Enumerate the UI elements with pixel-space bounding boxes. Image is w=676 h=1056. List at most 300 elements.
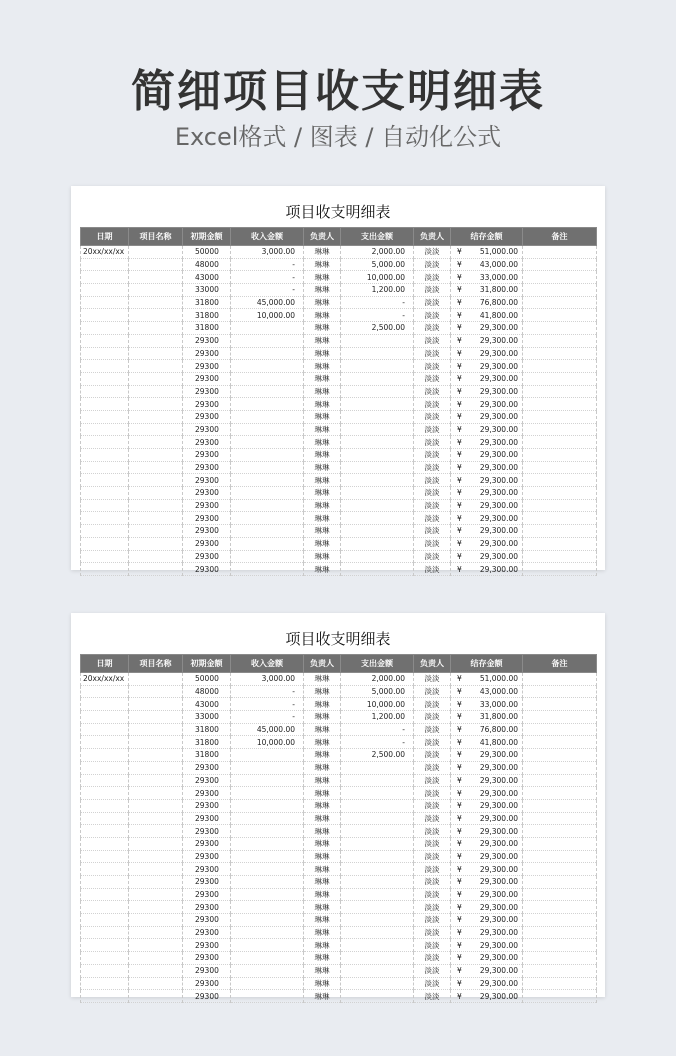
- balance-value: 29,300.00: [479, 374, 518, 384]
- expense-owner-cell: 淡淡: [414, 787, 451, 800]
- balance-cell: [451, 385, 523, 398]
- table-row: [81, 423, 597, 436]
- date-cell: [81, 812, 129, 825]
- table-row: [81, 512, 597, 525]
- income-amount-cell: [231, 347, 304, 360]
- currency-symbol: ¥: [457, 247, 462, 257]
- spreadsheet-preview-top: [71, 186, 605, 574]
- table-row: [81, 698, 597, 711]
- currency-symbol: ¥: [457, 763, 462, 773]
- project-cell: [129, 673, 183, 686]
- table-row: [81, 525, 597, 538]
- table-row: [81, 685, 597, 698]
- opening-amount-cell: 29300: [183, 850, 231, 863]
- date-cell: [81, 761, 129, 774]
- page-subtitle: Excel格式 / 图表 / 自动化公式: [174, 123, 502, 151]
- currency-symbol: ¥: [457, 699, 462, 709]
- note-cell: [523, 876, 597, 889]
- income-owner-cell: 琳琳: [304, 914, 341, 927]
- income-owner-cell: 琳琳: [304, 461, 341, 474]
- balance-value: 29,300.00: [479, 864, 518, 874]
- income-amount-cell: [231, 436, 304, 449]
- expense-owner-cell: 淡淡: [414, 474, 451, 487]
- opening-amount-cell: 50000: [183, 246, 231, 259]
- expense-owner-cell: 淡淡: [414, 749, 451, 762]
- balance-cell: [451, 673, 523, 686]
- project-cell: [129, 914, 183, 927]
- balance-value: 29,300.00: [479, 902, 518, 912]
- currency-symbol: ¥: [457, 788, 462, 798]
- expense-amount-cell: [341, 952, 414, 965]
- date-cell: [81, 258, 129, 271]
- balance-value: 76,800.00: [479, 725, 518, 735]
- table-row: [81, 876, 597, 889]
- balance-value: 29,300.00: [479, 399, 518, 409]
- expense-owner-cell: 淡淡: [414, 837, 451, 850]
- balance-value: 29,300.00: [479, 336, 518, 346]
- income-owner-cell: 琳琳: [304, 385, 341, 398]
- balance-value: 29,300.00: [479, 450, 518, 460]
- date-cell: 20xx/xx/xx: [81, 246, 129, 259]
- expense-amount-cell: [341, 914, 414, 927]
- balance-cell: [451, 964, 523, 977]
- opening-amount-cell: 31800: [183, 309, 231, 322]
- balance-cell: [451, 812, 523, 825]
- opening-amount-cell: 50000: [183, 673, 231, 686]
- income-owner-cell: 琳琳: [304, 964, 341, 977]
- income-amount-cell: [231, 525, 304, 538]
- expense-amount-cell: [341, 901, 414, 914]
- note-cell: [523, 990, 597, 1003]
- income-amount-cell: [231, 914, 304, 927]
- project-cell: [129, 837, 183, 850]
- column-header: 结存金额: [451, 228, 523, 246]
- project-cell: [129, 761, 183, 774]
- currency-symbol: ¥: [457, 978, 462, 988]
- opening-amount-cell: 29300: [183, 952, 231, 965]
- income-owner-cell: 琳琳: [304, 512, 341, 525]
- expense-owner-cell: 淡淡: [414, 825, 451, 838]
- currency-symbol: ¥: [457, 864, 462, 874]
- income-amount-cell: 3,000.00: [231, 673, 304, 686]
- income-amount-cell: 3,000.00: [231, 246, 304, 259]
- expense-owner-cell: 淡淡: [414, 537, 451, 550]
- expense-amount-cell: [341, 761, 414, 774]
- table-row: [81, 723, 597, 736]
- opening-amount-cell: 29300: [183, 761, 231, 774]
- income-owner-cell: 琳琳: [304, 284, 341, 297]
- balance-cell: [451, 296, 523, 309]
- expense-owner-cell: 淡淡: [414, 385, 451, 398]
- expense-owner-cell: 淡淡: [414, 258, 451, 271]
- note-cell: [523, 685, 597, 698]
- balance-value: 29,300.00: [479, 763, 518, 773]
- project-cell: [129, 398, 183, 411]
- currency-symbol: ¥: [457, 475, 462, 485]
- opening-amount-cell: 29300: [183, 550, 231, 563]
- income-amount-cell: [231, 512, 304, 525]
- expense-amount-cell: [341, 410, 414, 423]
- expense-amount-cell: [341, 863, 414, 876]
- expense-owner-cell: 淡淡: [414, 876, 451, 889]
- date-cell: [81, 939, 129, 952]
- expense-owner-cell: 淡淡: [414, 360, 451, 373]
- balance-cell: [451, 271, 523, 284]
- income-owner-cell: 琳琳: [304, 952, 341, 965]
- income-owner-cell: 琳琳: [304, 888, 341, 901]
- date-cell: [81, 436, 129, 449]
- project-cell: [129, 474, 183, 487]
- expense-owner-cell: 淡淡: [414, 271, 451, 284]
- date-cell: [81, 685, 129, 698]
- project-cell: [129, 512, 183, 525]
- currency-symbol: ¥: [457, 737, 462, 747]
- currency-symbol: ¥: [457, 551, 462, 561]
- note-cell: [523, 926, 597, 939]
- currency-symbol: ¥: [457, 424, 462, 434]
- balance-value: 29,300.00: [479, 877, 518, 887]
- expense-owner-cell: 淡淡: [414, 812, 451, 825]
- expense-owner-cell: 淡淡: [414, 964, 451, 977]
- opening-amount-cell: 29300: [183, 525, 231, 538]
- income-amount-cell: 45,000.00: [231, 723, 304, 736]
- currency-symbol: ¥: [457, 902, 462, 912]
- income-amount-cell: -: [231, 284, 304, 297]
- balance-value: 29,300.00: [479, 437, 518, 447]
- project-cell: [129, 901, 183, 914]
- opening-amount-cell: 48000: [183, 258, 231, 271]
- balance-cell: [451, 372, 523, 385]
- balance-value: 43,000.00: [479, 260, 518, 270]
- expense-owner-cell: 淡淡: [414, 322, 451, 335]
- note-cell: [523, 550, 597, 563]
- project-cell: [129, 939, 183, 952]
- opening-amount-cell: 29300: [183, 360, 231, 373]
- income-amount-cell: [231, 537, 304, 550]
- table-row: [81, 774, 597, 787]
- table-row: [81, 436, 597, 449]
- balance-value: 29,300.00: [479, 966, 518, 976]
- note-cell: [523, 723, 597, 736]
- expense-owner-cell: 淡淡: [414, 926, 451, 939]
- income-amount-cell: [231, 952, 304, 965]
- income-owner-cell: 琳琳: [304, 499, 341, 512]
- balance-cell: [451, 850, 523, 863]
- expense-amount-cell: 5,000.00: [341, 258, 414, 271]
- expense-amount-cell: [341, 550, 414, 563]
- expense-amount-cell: [341, 474, 414, 487]
- balance-cell: [451, 787, 523, 800]
- date-cell: [81, 296, 129, 309]
- income-amount-cell: [231, 487, 304, 500]
- date-cell: [81, 474, 129, 487]
- note-cell: [523, 964, 597, 977]
- income-owner-cell: 琳琳: [304, 774, 341, 787]
- income-owner-cell: 琳琳: [304, 550, 341, 563]
- expense-amount-cell: -: [341, 723, 414, 736]
- date-cell: [81, 550, 129, 563]
- table-row: [81, 914, 597, 927]
- note-cell: [523, 246, 597, 259]
- balance-value: 51,000.00: [479, 674, 518, 684]
- income-owner-cell: 琳琳: [304, 474, 341, 487]
- expense-amount-cell: [341, 347, 414, 360]
- balance-cell: [451, 888, 523, 901]
- table-row: [81, 372, 597, 385]
- note-cell: [523, 812, 597, 825]
- expense-owner-cell: 淡淡: [414, 410, 451, 423]
- balance-value: 29,300.00: [479, 475, 518, 485]
- project-cell: [129, 977, 183, 990]
- balance-value: 51,000.00: [479, 247, 518, 257]
- table-row: [81, 837, 597, 850]
- expense-owner-cell: 淡淡: [414, 309, 451, 322]
- income-owner-cell: 琳琳: [304, 563, 341, 576]
- balance-value: 29,300.00: [479, 750, 518, 760]
- income-amount-cell: [231, 888, 304, 901]
- project-cell: [129, 774, 183, 787]
- income-owner-cell: 琳琳: [304, 749, 341, 762]
- table-header-row: [81, 655, 597, 673]
- note-cell: [523, 347, 597, 360]
- currency-symbol: ¥: [457, 725, 462, 735]
- income-owner-cell: 琳琳: [304, 334, 341, 347]
- expense-owner-cell: 淡淡: [414, 736, 451, 749]
- balance-value: 33,000.00: [479, 699, 518, 709]
- balance-cell: [451, 499, 523, 512]
- project-cell: [129, 723, 183, 736]
- currency-symbol: ¥: [457, 285, 462, 295]
- expense-amount-cell: -: [341, 296, 414, 309]
- income-owner-cell: 琳琳: [304, 398, 341, 411]
- balance-cell: [451, 685, 523, 698]
- currency-symbol: ¥: [457, 399, 462, 409]
- income-owner-cell: 琳琳: [304, 990, 341, 1003]
- expense-amount-cell: [341, 876, 414, 889]
- balance-value: 31,800.00: [479, 285, 518, 295]
- column-header: 支出金额: [341, 228, 414, 246]
- project-cell: [129, 334, 183, 347]
- expense-amount-cell: 10,000.00: [341, 698, 414, 711]
- expense-amount-cell: [341, 423, 414, 436]
- expense-amount-cell: 5,000.00: [341, 685, 414, 698]
- column-header: 初期金额: [183, 228, 231, 246]
- project-cell: [129, 258, 183, 271]
- date-cell: [81, 774, 129, 787]
- currency-symbol: ¥: [457, 272, 462, 282]
- income-amount-cell: 45,000.00: [231, 296, 304, 309]
- note-cell: [523, 296, 597, 309]
- income-owner-cell: 琳琳: [304, 825, 341, 838]
- income-amount-cell: [231, 774, 304, 787]
- balance-cell: [451, 761, 523, 774]
- project-cell: [129, 246, 183, 259]
- balance-cell: [451, 977, 523, 990]
- table-row: [81, 461, 597, 474]
- balance-cell: [451, 736, 523, 749]
- balance-cell: [451, 952, 523, 965]
- date-cell: [81, 888, 129, 901]
- balance-value: 29,300.00: [479, 424, 518, 434]
- income-amount-cell: [231, 787, 304, 800]
- balance-cell: [451, 774, 523, 787]
- date-cell: [81, 901, 129, 914]
- expense-owner-cell: 淡淡: [414, 246, 451, 259]
- currency-symbol: ¥: [457, 839, 462, 849]
- balance-cell: [451, 246, 523, 259]
- note-cell: [523, 410, 597, 423]
- currency-symbol: ¥: [457, 336, 462, 346]
- sheet-title: 项目收支明细表: [285, 630, 391, 648]
- spreadsheet-preview-bottom: [71, 613, 605, 1001]
- income-amount-cell: [231, 837, 304, 850]
- expense-amount-cell: [341, 385, 414, 398]
- income-owner-cell: 琳琳: [304, 761, 341, 774]
- table-row: [81, 360, 597, 373]
- project-cell: [129, 296, 183, 309]
- income-owner-cell: 琳琳: [304, 977, 341, 990]
- income-owner-cell: 琳琳: [304, 850, 341, 863]
- opening-amount-cell: 29300: [183, 939, 231, 952]
- currency-symbol: ¥: [457, 775, 462, 785]
- project-cell: [129, 385, 183, 398]
- balance-value: 76,800.00: [479, 298, 518, 308]
- date-cell: 20xx/xx/xx: [81, 673, 129, 686]
- income-amount-cell: [231, 385, 304, 398]
- note-cell: [523, 322, 597, 335]
- income-amount-cell: [231, 850, 304, 863]
- project-cell: [129, 461, 183, 474]
- date-cell: [81, 461, 129, 474]
- income-owner-cell: 琳琳: [304, 360, 341, 373]
- income-owner-cell: 琳琳: [304, 698, 341, 711]
- table-row: [81, 322, 597, 335]
- expense-owner-cell: 淡淡: [414, 685, 451, 698]
- balance-value: 29,300.00: [479, 890, 518, 900]
- expense-amount-cell: -: [341, 736, 414, 749]
- expense-owner-cell: 淡淡: [414, 673, 451, 686]
- note-cell: [523, 449, 597, 462]
- date-cell: [81, 423, 129, 436]
- date-cell: [81, 825, 129, 838]
- expense-amount-cell: [341, 774, 414, 787]
- balance-value: 29,300.00: [479, 564, 518, 574]
- column-header: 初期金额: [183, 655, 231, 673]
- expense-owner-cell: 淡淡: [414, 423, 451, 436]
- date-cell: [81, 512, 129, 525]
- expense-owner-cell: 淡淡: [414, 888, 451, 901]
- project-cell: [129, 537, 183, 550]
- expense-owner-cell: 淡淡: [414, 461, 451, 474]
- note-cell: [523, 271, 597, 284]
- currency-symbol: ¥: [457, 851, 462, 861]
- income-owner-cell: 琳琳: [304, 926, 341, 939]
- income-amount-cell: [231, 876, 304, 889]
- expense-amount-cell: [341, 888, 414, 901]
- expense-amount-cell: [341, 499, 414, 512]
- currency-symbol: ¥: [457, 712, 462, 722]
- balance-value: 29,300.00: [479, 361, 518, 371]
- date-cell: [81, 977, 129, 990]
- currency-symbol: ¥: [457, 877, 462, 887]
- date-cell: [81, 787, 129, 800]
- table-row: [81, 799, 597, 812]
- income-owner-cell: 琳琳: [304, 939, 341, 952]
- income-amount-cell: [231, 410, 304, 423]
- expense-owner-cell: 淡淡: [414, 372, 451, 385]
- balance-value: 29,300.00: [479, 851, 518, 861]
- note-cell: [523, 436, 597, 449]
- income-amount-cell: [231, 977, 304, 990]
- balance-cell: [451, 334, 523, 347]
- note-cell: [523, 673, 597, 686]
- expense-owner-cell: 淡淡: [414, 914, 451, 927]
- income-amount-cell: [231, 372, 304, 385]
- income-owner-cell: 琳琳: [304, 837, 341, 850]
- date-cell: [81, 723, 129, 736]
- balance-cell: [451, 525, 523, 538]
- project-cell: [129, 271, 183, 284]
- income-owner-cell: 琳琳: [304, 901, 341, 914]
- expense-owner-cell: 淡淡: [414, 863, 451, 876]
- balance-value: 33,000.00: [479, 272, 518, 282]
- table-row: [81, 863, 597, 876]
- currency-symbol: ¥: [457, 801, 462, 811]
- balance-value: 29,300.00: [479, 813, 518, 823]
- column-header: 项目名称: [129, 228, 183, 246]
- ledger-table: [80, 654, 597, 1003]
- expense-amount-cell: [341, 837, 414, 850]
- expense-amount-cell: [341, 825, 414, 838]
- project-cell: [129, 550, 183, 563]
- table-row: [81, 296, 597, 309]
- balance-value: 29,300.00: [479, 991, 518, 1001]
- column-header: 备注: [523, 655, 597, 673]
- note-cell: [523, 952, 597, 965]
- project-cell: [129, 888, 183, 901]
- opening-amount-cell: 29300: [183, 436, 231, 449]
- balance-value: 29,300.00: [479, 978, 518, 988]
- balance-value: 29,300.00: [479, 915, 518, 925]
- note-cell: [523, 901, 597, 914]
- opening-amount-cell: 29300: [183, 347, 231, 360]
- opening-amount-cell: 33000: [183, 284, 231, 297]
- currency-symbol: ¥: [457, 991, 462, 1001]
- income-owner-cell: 琳琳: [304, 711, 341, 724]
- balance-cell: [451, 410, 523, 423]
- income-amount-cell: [231, 360, 304, 373]
- expense-amount-cell: [341, 537, 414, 550]
- opening-amount-cell: 29300: [183, 423, 231, 436]
- table-row: [81, 964, 597, 977]
- table-row: [81, 334, 597, 347]
- currency-symbol: ¥: [457, 361, 462, 371]
- income-amount-cell: [231, 499, 304, 512]
- currency-symbol: ¥: [457, 953, 462, 963]
- opening-amount-cell: 31800: [183, 322, 231, 335]
- balance-value: 29,300.00: [479, 539, 518, 549]
- note-cell: [523, 799, 597, 812]
- expense-owner-cell: 淡淡: [414, 487, 451, 500]
- expense-owner-cell: 淡淡: [414, 799, 451, 812]
- expense-owner-cell: 淡淡: [414, 901, 451, 914]
- project-cell: [129, 876, 183, 889]
- income-amount-cell: [231, 474, 304, 487]
- project-cell: [129, 812, 183, 825]
- expense-amount-cell: [341, 512, 414, 525]
- page-title: 简细项目收支明细表: [131, 66, 545, 117]
- column-header: 支出金额: [341, 655, 414, 673]
